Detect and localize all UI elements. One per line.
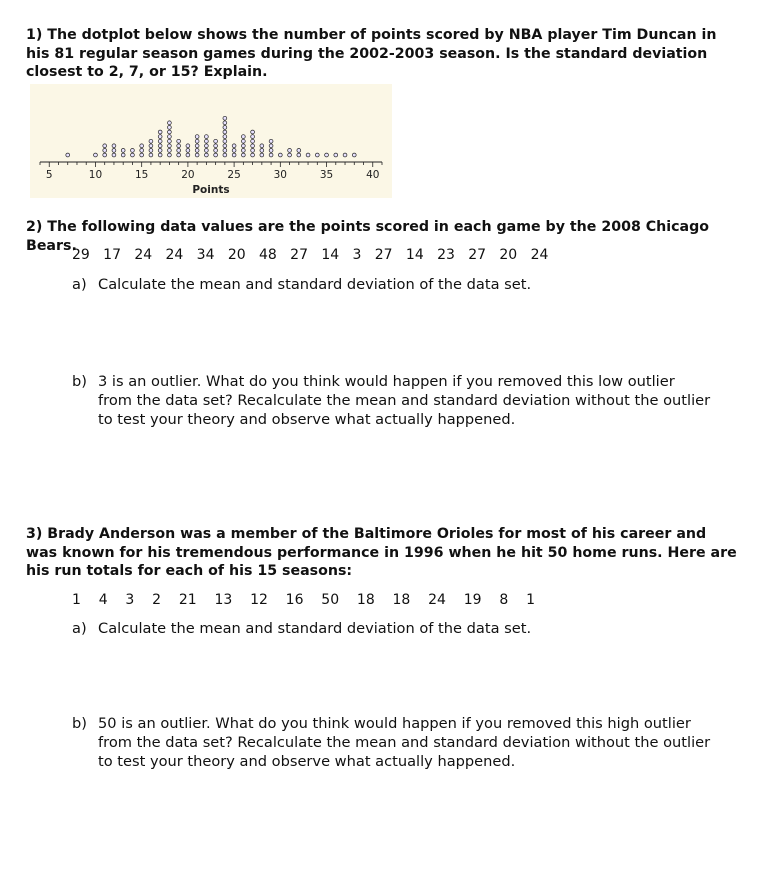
data-point (158, 130, 162, 134)
data-point (288, 153, 292, 157)
data-point (251, 130, 255, 134)
x-axis-label: Points (192, 184, 230, 196)
data-point (306, 153, 310, 157)
data-point (149, 144, 153, 148)
data-point (260, 153, 264, 157)
data-point (168, 144, 172, 148)
data-point (223, 121, 227, 125)
dotplot-svg (30, 84, 392, 198)
data-point (241, 144, 245, 148)
data-point (131, 149, 135, 153)
data-point (214, 149, 218, 153)
data-point (149, 153, 153, 157)
data-point (140, 153, 144, 157)
data-point (204, 149, 208, 153)
question-3a-label: a) (72, 620, 87, 637)
data-point (343, 153, 347, 157)
question-2a (72, 275, 712, 294)
question-2b-label: b) (72, 373, 87, 390)
x-tick-label: 25 (227, 169, 241, 181)
data-point (168, 149, 172, 153)
question-3-title: 3) Brady Anderson was a member of the Baltimore Orioles for most of his career and was known for his tremendous performance in 1996 when he hit 50 home runs. Here are his run totals for each of his 15 seasons: (26, 526, 737, 579)
data-point (94, 153, 98, 157)
dotplot-chart (30, 84, 392, 198)
data-point (288, 149, 292, 153)
data-point (204, 144, 208, 148)
data-point (260, 144, 264, 148)
data-point (223, 139, 227, 143)
data-point (241, 149, 245, 153)
data-point (158, 135, 162, 139)
data-point (168, 121, 172, 125)
data-point (269, 144, 273, 148)
data-point (66, 153, 70, 157)
x-tick-label: 30 (273, 169, 288, 181)
data-point (112, 144, 116, 148)
data-point (223, 135, 227, 139)
data-point (186, 153, 190, 157)
data-point (177, 139, 181, 143)
data-point (168, 153, 172, 157)
data-point (214, 144, 218, 148)
data-point (121, 149, 125, 153)
question-3-data: 1 4 3 2 21 13 12 16 50 18 18 24 19 8 1 (72, 592, 535, 608)
data-point (186, 149, 190, 153)
data-point (149, 149, 153, 153)
data-point (223, 130, 227, 134)
question-1-title: 1) The dotplot below shows the number of points scored by NBA player Tim Duncan in his 81 regular season games during the 2002-2003 season. Is the standard deviation closest to 2, 7, or 15? Explain. (26, 27, 717, 80)
data-point (195, 144, 199, 148)
data-point (158, 153, 162, 157)
data-point (186, 144, 190, 148)
data-point (195, 153, 199, 157)
data-point (158, 139, 162, 143)
data-point (149, 139, 153, 143)
data-point (269, 139, 273, 143)
x-tick-label: 10 (88, 169, 103, 181)
data-point (158, 149, 162, 153)
question-2-data: 29 17 24 24 34 20 48 27 14 3 27 14 23 27 20 24 (72, 247, 549, 263)
data-point (204, 135, 208, 139)
question-3a-text: Calculate the mean and standard deviation of the data set. (98, 620, 532, 637)
x-tick-label: 40 (366, 169, 380, 181)
data-point (278, 153, 282, 157)
data-point (103, 149, 107, 153)
data-point (158, 144, 162, 148)
question-2b-text: 3 is an outlier. What do you think would happen if you removed this low outlier from the data set? Recalculate the mean and standard deviation without the outlier to test your theory and observe what actually happened. (98, 373, 711, 428)
data-point (232, 149, 236, 153)
data-point (177, 144, 181, 148)
data-point (241, 139, 245, 143)
data-point (297, 153, 301, 157)
data-point (232, 144, 236, 148)
data-point (223, 116, 227, 120)
data-point (214, 153, 218, 157)
data-point (251, 149, 255, 153)
x-tick-label: 20 (181, 169, 195, 181)
question-3b-text: 50 is an outlier. What do you think would happen if you removed this high outlier from the data set? Recalculate the mean and standard deviation without the outlier to test your theory and observe what actually happened. (98, 715, 711, 770)
data-point (103, 144, 107, 148)
data-point (214, 139, 218, 143)
data-point (140, 144, 144, 148)
data-point (241, 153, 245, 157)
question-2-title: 2) The following data values are the points scored in each game by the 2008 Chicago Bears. (26, 219, 710, 254)
data-point (223, 126, 227, 130)
data-point (223, 144, 227, 148)
data-point (112, 153, 116, 157)
data-point (121, 153, 125, 157)
data-point (131, 153, 135, 157)
data-point (195, 149, 199, 153)
data-point (241, 135, 245, 139)
data-point (352, 153, 356, 157)
data-point (251, 153, 255, 157)
data-point (297, 149, 301, 153)
data-point (269, 149, 273, 153)
data-point (232, 153, 236, 157)
question-2b (72, 372, 712, 429)
data-point (168, 139, 172, 143)
data-point (204, 153, 208, 157)
x-tick-label: 35 (319, 169, 334, 181)
data-point (315, 153, 319, 157)
data-point (251, 135, 255, 139)
data-point (177, 149, 181, 153)
data-point (168, 135, 172, 139)
data-point (195, 139, 199, 143)
data-point (325, 153, 329, 157)
data-point (223, 153, 227, 157)
data-point (251, 144, 255, 148)
question-3b (72, 714, 712, 771)
data-point (177, 153, 181, 157)
question-2a-text: Calculate the mean and standard deviation of the data set. (98, 276, 532, 293)
data-point (168, 126, 172, 130)
data-point (251, 139, 255, 143)
data-point (168, 130, 172, 134)
data-point (204, 139, 208, 143)
data-point (112, 149, 116, 153)
data-point (140, 149, 144, 153)
data-point (195, 135, 199, 139)
data-point (223, 149, 227, 153)
data-point (260, 149, 264, 153)
question-2a-label: a) (72, 276, 87, 293)
question-3a (72, 619, 712, 638)
data-point (269, 153, 273, 157)
x-tick-label: 15 (134, 169, 149, 181)
question-3b-label: b) (72, 715, 87, 732)
data-point (334, 153, 338, 157)
x-tick-label: 5 (45, 169, 53, 181)
data-point (103, 153, 107, 157)
